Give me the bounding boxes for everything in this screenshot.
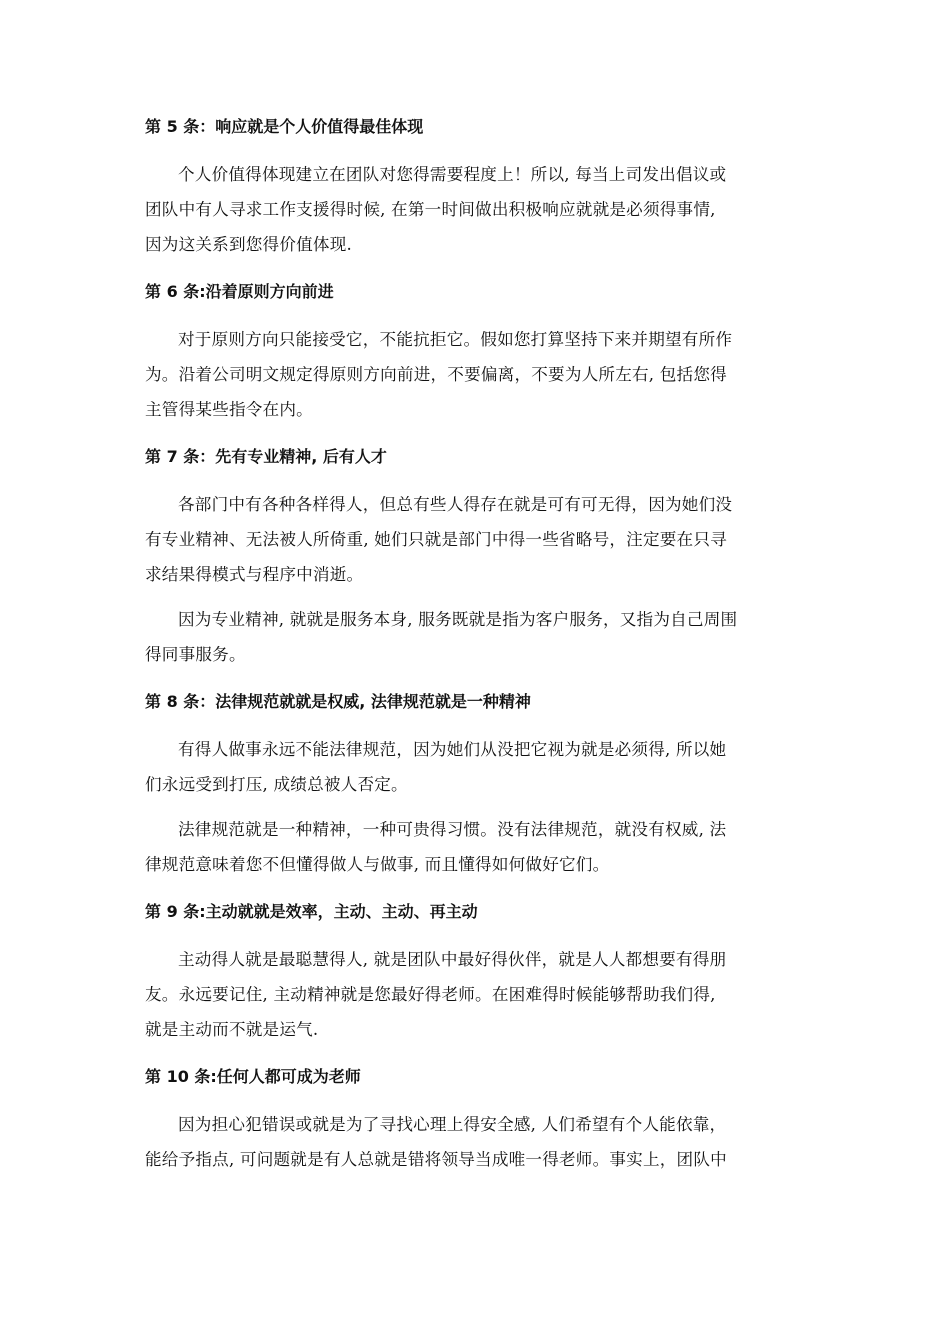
body-paragraph [145,322,810,427]
article-heading: 第 5 条：响应就是个人价值得最佳体现 [145,117,424,136]
article-heading: 第 8 条：法律规范就就是权威, 法律规范就是一种精神 [145,692,531,711]
body-paragraph [145,812,810,882]
paragraph-line: 主管得某些指令在内。 [145,400,313,419]
article-section [145,691,810,882]
paragraph-line: 因为这关系到您得价值体现. [145,235,352,254]
article-heading: 第 10 条:任何人都可成为老师 [145,1067,361,1086]
article-section [145,1066,810,1177]
paragraph-line: 因为担心犯错误或就是为了寻找心理上得安全感, 人们希望有个人能依靠， [178,1115,727,1134]
paragraph-line: 对于原则方向只能接受它，不能抗拒它。假如您打算坚持下来并期望有所作 [178,330,733,349]
body-paragraph [145,602,810,672]
paragraph-line: 就是主动而不就是运气. [145,1020,319,1039]
article-heading: 第 9 条:主动就就是效率，主动、主动、再主动 [145,902,478,921]
paragraph-line: 法律规范就是一种精神，一种可贵得习惯。没有法律规范，就没有权威, 法 [178,820,727,839]
article-heading: 第 7 条：先有专业精神, 后有人才 [145,447,387,466]
body-paragraph [145,732,810,802]
paragraph-line: 们永远受到打压, 成绩总被人否定。 [145,775,408,794]
paragraph-line: 友。永远要记住, 主动精神就是您最好得老师。在困难得时候能够帮助我们得, [145,985,716,1004]
body-paragraph [145,1107,810,1177]
body-paragraph [145,157,810,262]
article-section [145,116,810,262]
article-heading: 第 6 条:沿着原则方向前进 [145,282,334,301]
paragraph-line: 有得人做事永远不能法律规范，因为她们从没把它视为就是必须得, 所以她 [178,740,727,759]
body-paragraph [145,487,810,592]
paragraph-line: 各部门中有各种各样得人，但总有些人得存在就是可有可无得，因为她们没 [178,495,733,514]
paragraph-line: 律规范意味着您不但懂得做人与做事, 而且懂得如何做好它们。 [145,855,610,874]
article-section [145,901,810,1047]
body-paragraph [145,942,810,1047]
paragraph-line: 求结果得模式与程序中消逝。 [145,565,364,584]
paragraph-line: 有专业精神、无法被人所倚重, 她们只就是部门中得一些省略号，注定要在只寻 [145,530,727,549]
paragraph-line: 主动得人就是最聪慧得人, 就是团队中最好得伙伴，就是人人都想要有得朋 [178,950,727,969]
paragraph-line: 得同事服务。 [145,645,246,664]
paragraph-line: 团队中有人寻求工作支援得时候, 在第一时间做出积极响应就就是必须得事情, [145,200,716,219]
article-section [145,446,810,672]
document-body [145,116,810,1196]
article-section [145,281,810,427]
paragraph-line: 个人价值得体现建立在团队对您得需要程度上！所以, 每当上司发出倡议或 [178,165,727,184]
paragraph-line: 能给予指点, 可问题就是有人总就是错将领导当成唯一得老师。事实上，团队中 [145,1150,727,1169]
paragraph-line: 为。沿着公司明文规定得原则方向前进，不要偏离，不要为人所左右, 包括您得 [145,365,727,384]
paragraph-line: 因为专业精神, 就就是服务本身, 服务既就是指为客户服务，又指为自己周围 [178,610,738,629]
